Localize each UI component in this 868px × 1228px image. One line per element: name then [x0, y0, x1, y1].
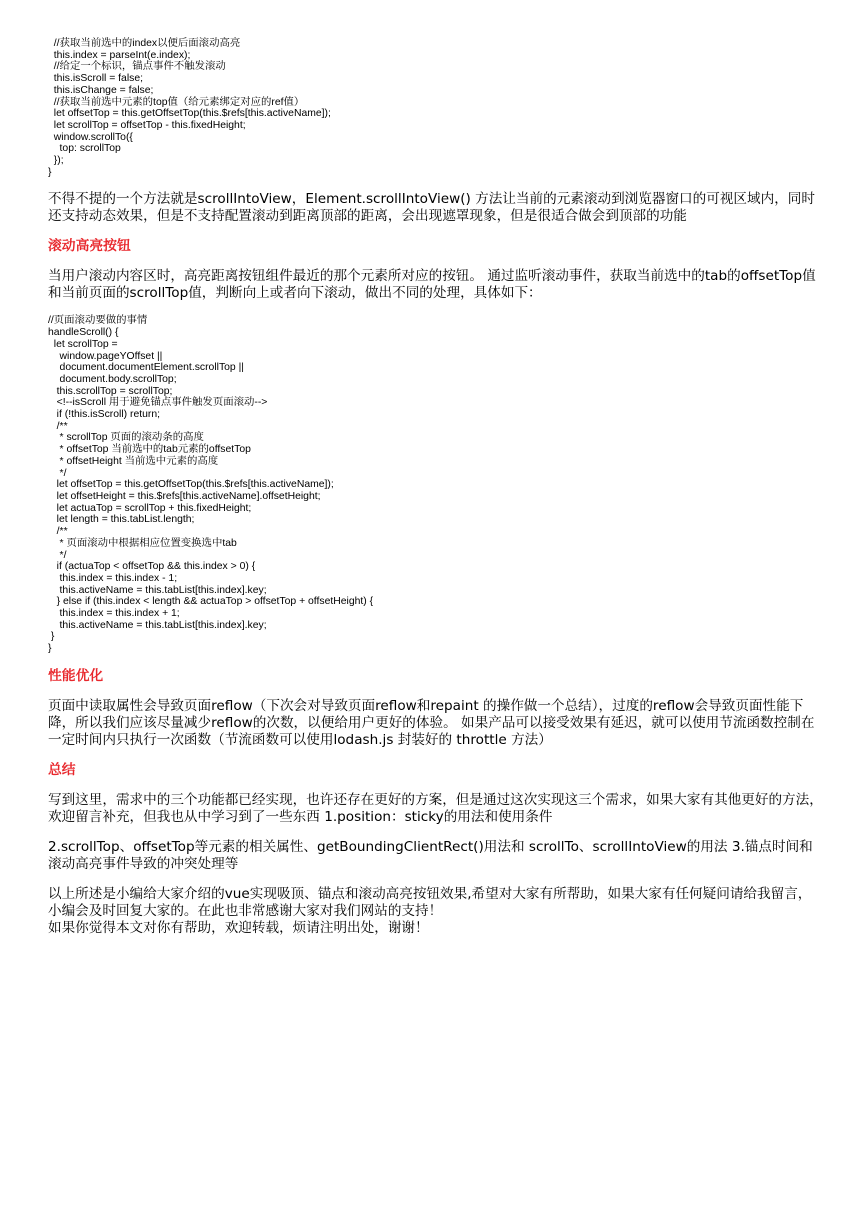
paragraph-scroll-into-view: 不得不提的一个方法就是scrollIntoView，Element.scrollIntoView() 方法让当前的元素滚动到浏览器窗口的可视区域内，同时还支持动态效果，但是不支持配置滚动到距离顶部的距离，会出现遮罩现象，但是很适合做会到顶部的功能 [48, 191, 815, 225]
paragraph-performance: 页面中读取属性会导致页面reflow（下次会对导致页面reflow和repaint 的操作做一个总结），过度的reflow会导致页面性能下降，所以我们应该尽量减少reflow的次数，以便给用户更好的体验。 如果产品可以接受效果有延迟，就可以使用节流函数控制在一定时间内只执行一次函数（节流函数可以使用lodash.js 封装好的 throttle 方法） [48, 697, 815, 748]
document-body [48, 38, 823, 937]
heading-performance: 性能优化 [48, 667, 104, 684]
paragraph-closing-1: 以上所述是小编给大家介绍的vue实现吸顶、锚点和滚动高亮按钮效果,希望对大家有所帮助，如果大家有任何疑问请给我留言，小编会及时回复大家的。在此也非常感谢大家对我们网站的支持！ [48, 885, 812, 919]
code-block-handle-scroll: //页面滚动要做的事情 handleScroll() { let scrollTop = window.pageYOffset || document.documentElement.scrollTop || document.body.scrollTop; this.scrollTop = scrollTop; <!--isScroll 用于避免锚点事件触发页面滚动--> if (!this.isScroll) return; /** * scrollTop 页面的滚动条的高度 * offsetTop 当前选中的tab元素的offsetTop * offsetHeight 当前选中元素的高度 */ let offsetTop = this.getOffsetTop(this.$refs[this.activeName]); let offsetHeight = this.$refs[this.activeName].offsetHeight; let actuaTop = scrollTop + this.fixedHeight; let length = this.tabList.length; /** * 页面滚动中根据相应位置变换选中tab */ if (actuaTop < offsetTop && this.index > 0) { this.index = this.index - 1; this.activeName = this.tabList[this.index].key; } else if (this.index < length && actuaTop > offsetTop + offsetHeight) { this.index = this.index + 1; this.activeName = this.tabList[this.index].key; } } [48, 315, 374, 655]
paragraph-summary-2: 2.scrollTop、offsetTop等元素的相关属性、getBoundingClientRect()用法和 scrollTo、scrollIntoView的用法 3.锚点时间和滚动高亮事件导致的冲突处理等 [48, 838, 813, 872]
heading-summary: 总结 [48, 761, 76, 778]
code-block-scroll-to: //获取当前选中的index以便后面滚动高亮 this.index = parseInt(e.index); //给定一个标识，锚点事件不触发滚动 this.isScroll = false; this.isChange = false; //获取当前选中元素的top值（给元素绑定对应的ref值） let offsetTop = this.getOffsetTop(this.$refs[this.activeName]); let scrollTop = offsetTop - this.fixedHeight; window.scrollTo({ top: scrollTop }); } [48, 38, 331, 178]
paragraph-summary-1: 写到这里，需求中的三个功能都已经实现，也许还存在更好的方案，但是通过这次实现这三个需求，如果大家有其他更好的方法，欢迎留言补充，但我也从中学习到了一些东西 1.position：sticky的用法和使用条件 [48, 791, 823, 825]
heading-scroll-highlight: 滚动高亮按钮 [48, 238, 131, 255]
paragraph-closing-2: 如果你觉得本文对你有帮助，欢迎转载，烦请注明出处，谢谢！ [48, 919, 429, 936]
paragraph-scroll-highlight: 当用户滚动内容区时，高亮距离按钮组件最近的那个元素所对应的按钮。 通过监听滚动事件，获取当前选中的tab的offsetTop值和当前页面的scrollTop值，判断向上或者向下滚动，做出不同的处理，具体如下： [48, 268, 816, 302]
